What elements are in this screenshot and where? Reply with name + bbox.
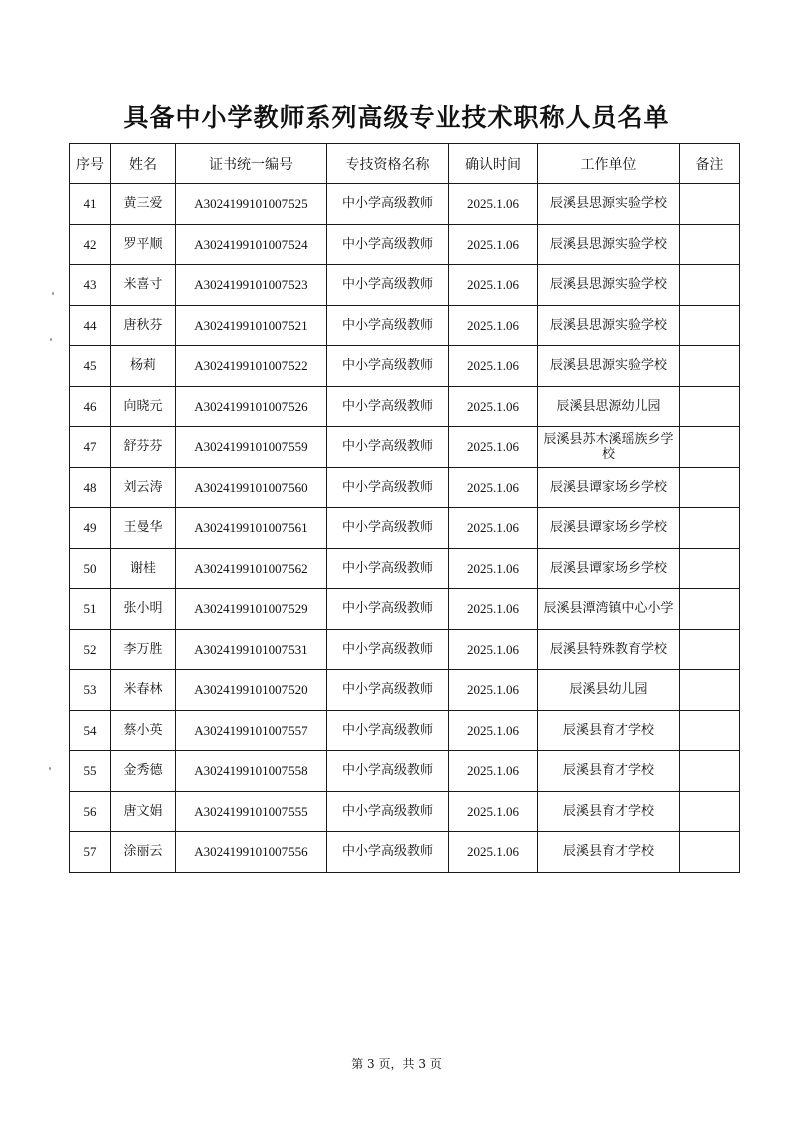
cell-confirm-date: 2025.1.06 — [449, 710, 538, 751]
cell-remarks — [680, 305, 740, 346]
cell-confirm-date: 2025.1.06 — [449, 832, 538, 873]
cell-serial: 57 — [70, 832, 111, 873]
cell-remarks — [680, 548, 740, 589]
cell-serial: 54 — [70, 710, 111, 751]
cell-qualification: 中小学高级教师 — [327, 265, 449, 306]
cell-confirm-date: 2025.1.06 — [449, 508, 538, 549]
cell-remarks — [680, 467, 740, 508]
cell-confirm-date: 2025.1.06 — [449, 305, 538, 346]
cell-certificate-number: A3024199101007562 — [176, 548, 327, 589]
table-row — [70, 548, 740, 589]
page-footer: 第 3 页，共 3 页 — [351, 1057, 442, 1071]
scan-speck — [49, 767, 51, 770]
table-row — [70, 508, 740, 549]
cell-name: 王曼华 — [111, 508, 176, 549]
cell-name: 向晓元 — [111, 386, 176, 427]
cell-work-unit: 辰溪县育才学校 — [538, 751, 680, 792]
cell-serial: 48 — [70, 467, 111, 508]
cell-confirm-date: 2025.1.06 — [449, 346, 538, 387]
cell-name: 杨莉 — [111, 346, 176, 387]
cell-remarks — [680, 224, 740, 265]
cell-confirm-date: 2025.1.06 — [449, 548, 538, 589]
cell-remarks — [680, 751, 740, 792]
column-header-certificate-number: 证书统一编号 — [176, 144, 327, 184]
cell-serial: 53 — [70, 670, 111, 711]
table-row — [70, 589, 740, 630]
table-row — [70, 224, 740, 265]
cell-certificate-number: A3024199101007556 — [176, 832, 327, 873]
cell-certificate-number: A3024199101007521 — [176, 305, 327, 346]
cell-serial: 47 — [70, 427, 111, 468]
cell-serial: 44 — [70, 305, 111, 346]
cell-name: 唐秋芬 — [111, 305, 176, 346]
cell-remarks — [680, 427, 740, 468]
cell-serial: 49 — [70, 508, 111, 549]
cell-work-unit: 辰溪县潭湾镇中心小学 — [538, 589, 680, 630]
cell-confirm-date: 2025.1.06 — [449, 589, 538, 630]
cell-certificate-number: A3024199101007561 — [176, 508, 327, 549]
cell-qualification: 中小学高级教师 — [327, 224, 449, 265]
cell-remarks — [680, 589, 740, 630]
cell-serial: 46 — [70, 386, 111, 427]
cell-certificate-number: A3024199101007558 — [176, 751, 327, 792]
cell-qualification: 中小学高级教师 — [327, 629, 449, 670]
cell-name: 谢桂 — [111, 548, 176, 589]
cell-qualification: 中小学高级教师 — [327, 184, 449, 225]
cell-certificate-number: A3024199101007555 — [176, 791, 327, 832]
cell-qualification: 中小学高级教师 — [327, 670, 449, 711]
cell-remarks — [680, 710, 740, 751]
cell-remarks — [680, 265, 740, 306]
cell-work-unit: 辰溪县思源实验学校 — [538, 346, 680, 387]
cell-work-unit: 辰溪县育才学校 — [538, 710, 680, 751]
personnel-table — [69, 143, 740, 873]
cell-remarks — [680, 670, 740, 711]
cell-remarks — [680, 184, 740, 225]
table-row — [70, 832, 740, 873]
cell-qualification: 中小学高级教师 — [327, 589, 449, 630]
column-header-name: 姓名 — [111, 144, 176, 184]
table-row — [70, 751, 740, 792]
cell-confirm-date: 2025.1.06 — [449, 467, 538, 508]
cell-confirm-date: 2025.1.06 — [449, 427, 538, 468]
cell-work-unit: 辰溪县思源实验学校 — [538, 265, 680, 306]
table-row — [70, 791, 740, 832]
cell-work-unit: 辰溪县谭家场乡学校 — [538, 467, 680, 508]
cell-certificate-number: A3024199101007560 — [176, 467, 327, 508]
cell-name: 罗平顺 — [111, 224, 176, 265]
column-header-work-unit: 工作单位 — [538, 144, 680, 184]
cell-qualification: 中小学高级教师 — [327, 508, 449, 549]
cell-remarks — [680, 508, 740, 549]
table-row — [70, 305, 740, 346]
cell-name: 舒芬芬 — [111, 427, 176, 468]
cell-certificate-number: A3024199101007526 — [176, 386, 327, 427]
cell-confirm-date: 2025.1.06 — [449, 629, 538, 670]
cell-work-unit: 辰溪县思源幼儿园 — [538, 386, 680, 427]
table-row — [70, 629, 740, 670]
cell-confirm-date: 2025.1.06 — [449, 791, 538, 832]
cell-name: 涂丽云 — [111, 832, 176, 873]
cell-certificate-number: A3024199101007520 — [176, 670, 327, 711]
cell-confirm-date: 2025.1.06 — [449, 670, 538, 711]
cell-qualification: 中小学高级教师 — [327, 427, 449, 468]
table-row — [70, 346, 740, 387]
table-row — [70, 467, 740, 508]
cell-name: 张小明 — [111, 589, 176, 630]
cell-work-unit: 辰溪县育才学校 — [538, 791, 680, 832]
cell-confirm-date: 2025.1.06 — [449, 224, 538, 265]
cell-certificate-number: A3024199101007559 — [176, 427, 327, 468]
cell-certificate-number: A3024199101007557 — [176, 710, 327, 751]
cell-qualification: 中小学高级教师 — [327, 386, 449, 427]
cell-work-unit: 辰溪县思源实验学校 — [538, 305, 680, 346]
cell-remarks — [680, 629, 740, 670]
scan-speck — [52, 292, 54, 295]
cell-serial: 43 — [70, 265, 111, 306]
cell-certificate-number: A3024199101007531 — [176, 629, 327, 670]
cell-name: 蔡小英 — [111, 710, 176, 751]
cell-work-unit: 辰溪县谭家场乡学校 — [538, 548, 680, 589]
cell-serial: 42 — [70, 224, 111, 265]
cell-name: 李万胜 — [111, 629, 176, 670]
cell-serial: 41 — [70, 184, 111, 225]
page-title: 具备中小学教师系列高级专业技术职称人员名单 — [123, 103, 670, 132]
cell-certificate-number: A3024199101007524 — [176, 224, 327, 265]
scan-speck — [50, 338, 52, 341]
cell-qualification: 中小学高级教师 — [327, 346, 449, 387]
cell-work-unit: 辰溪县思源实验学校 — [538, 184, 680, 225]
cell-qualification: 中小学高级教师 — [327, 467, 449, 508]
cell-name: 刘云涛 — [111, 467, 176, 508]
cell-qualification: 中小学高级教师 — [327, 751, 449, 792]
cell-confirm-date: 2025.1.06 — [449, 386, 538, 427]
column-header-serial: 序号 — [70, 144, 111, 184]
cell-name: 米春林 — [111, 670, 176, 711]
cell-work-unit: 辰溪县特殊教育学校 — [538, 629, 680, 670]
column-header-qualification: 专技资格名称 — [327, 144, 449, 184]
cell-serial: 45 — [70, 346, 111, 387]
cell-remarks — [680, 346, 740, 387]
table-row — [70, 670, 740, 711]
cell-serial: 51 — [70, 589, 111, 630]
cell-remarks — [680, 386, 740, 427]
table-row — [70, 710, 740, 751]
table-body — [70, 184, 740, 873]
cell-certificate-number: A3024199101007522 — [176, 346, 327, 387]
cell-serial: 55 — [70, 751, 111, 792]
cell-certificate-number: A3024199101007525 — [176, 184, 327, 225]
cell-qualification: 中小学高级教师 — [327, 791, 449, 832]
cell-work-unit: 辰溪县谭家场乡学校 — [538, 508, 680, 549]
column-header-remarks: 备注 — [680, 144, 740, 184]
cell-work-unit: 辰溪县苏木溪瑶族乡学校 — [538, 427, 680, 468]
cell-work-unit: 辰溪县幼儿园 — [538, 670, 680, 711]
table-row — [70, 427, 740, 468]
cell-qualification: 中小学高级教师 — [327, 832, 449, 873]
table-row — [70, 265, 740, 306]
table-row — [70, 386, 740, 427]
cell-certificate-number: A3024199101007529 — [176, 589, 327, 630]
cell-serial: 50 — [70, 548, 111, 589]
cell-serial: 52 — [70, 629, 111, 670]
cell-name: 黄三爱 — [111, 184, 176, 225]
cell-qualification: 中小学高级教师 — [327, 548, 449, 589]
cell-name: 金秀德 — [111, 751, 176, 792]
cell-remarks — [680, 832, 740, 873]
table-row — [70, 184, 740, 225]
cell-name: 唐文娟 — [111, 791, 176, 832]
cell-confirm-date: 2025.1.06 — [449, 751, 538, 792]
cell-qualification: 中小学高级教师 — [327, 305, 449, 346]
cell-confirm-date: 2025.1.06 — [449, 265, 538, 306]
cell-serial: 56 — [70, 791, 111, 832]
cell-work-unit: 辰溪县育才学校 — [538, 832, 680, 873]
cell-remarks — [680, 791, 740, 832]
cell-name: 米喜寸 — [111, 265, 176, 306]
cell-certificate-number: A3024199101007523 — [176, 265, 327, 306]
column-header-confirm-date: 确认时间 — [449, 144, 538, 184]
cell-qualification: 中小学高级教师 — [327, 710, 449, 751]
cell-confirm-date: 2025.1.06 — [449, 184, 538, 225]
cell-work-unit: 辰溪县思源实验学校 — [538, 224, 680, 265]
table-header-row — [70, 144, 740, 184]
